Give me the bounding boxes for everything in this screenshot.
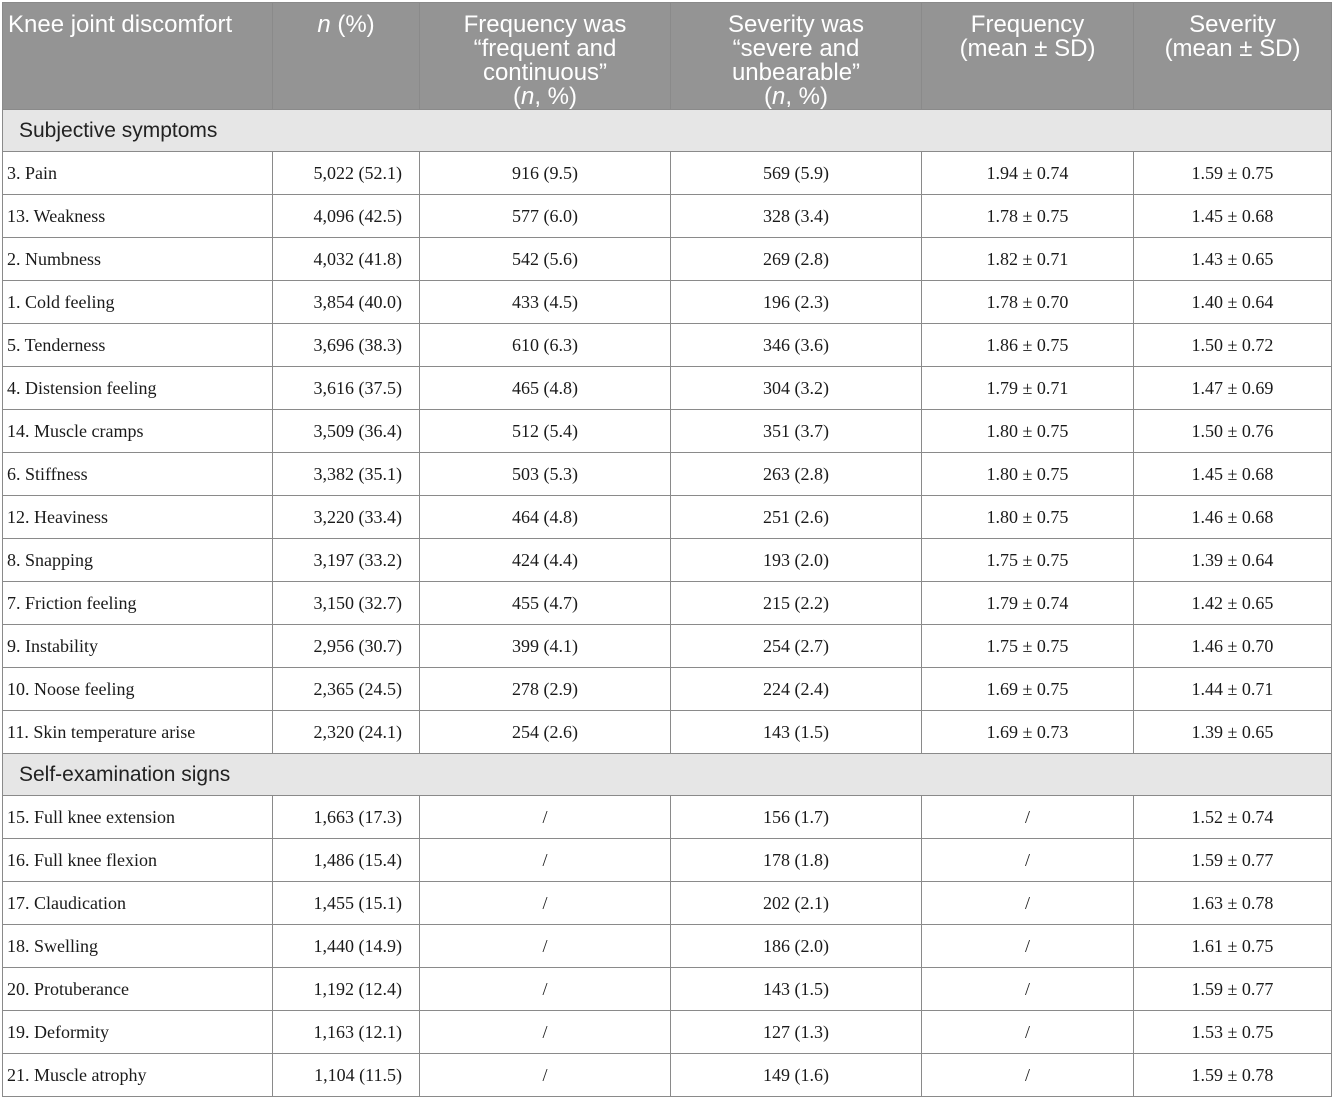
row-name-cell: 2. Numbness	[3, 238, 273, 281]
row-n-percent-cell: 3,509 (36.4)	[273, 410, 420, 453]
row-name-cell: 21. Muscle atrophy	[3, 1054, 273, 1097]
row-n-percent-cell: 3,854 (40.0)	[273, 281, 420, 324]
row-severe-unbearable-cell: 202 (2.1)	[671, 882, 922, 925]
table-row	[3, 453, 1332, 496]
row-severity-mean-cell: 1.46 ± 0.68	[1134, 496, 1332, 539]
row-severe-unbearable-cell: 269 (2.8)	[671, 238, 922, 281]
table-row	[3, 796, 1332, 839]
row-frequency-mean-cell: /	[922, 968, 1134, 1011]
row-n-percent-cell: 4,096 (42.5)	[273, 195, 420, 238]
row-name-cell: 9. Instability	[3, 625, 273, 668]
row-severity-mean-cell: 1.50 ± 0.76	[1134, 410, 1332, 453]
row-n-percent-cell: 3,616 (37.5)	[273, 367, 420, 410]
row-name-cell: 13. Weakness	[3, 195, 273, 238]
table-row	[3, 367, 1332, 410]
row-severity-mean-cell: 1.59 ± 0.75	[1134, 152, 1332, 195]
table-row	[3, 1011, 1332, 1054]
table-row	[3, 195, 1332, 238]
row-frequency-mean-cell: 1.75 ± 0.75	[922, 539, 1134, 582]
row-severe-unbearable-cell: 263 (2.8)	[671, 453, 922, 496]
row-frequent-continuous-cell: 503 (5.3)	[420, 453, 671, 496]
header-severity-close: , %)	[785, 83, 829, 110]
row-severe-unbearable-cell: 149 (1.6)	[671, 1054, 922, 1097]
row-severity-mean-cell: 1.50 ± 0.72	[1134, 324, 1332, 367]
section-header-row	[3, 754, 1332, 796]
header-severity-mean	[1134, 3, 1332, 110]
row-name-cell: 11. Skin temperature arise	[3, 711, 273, 754]
table-row	[3, 238, 1332, 281]
header-severity-n: n	[771, 83, 786, 110]
row-severity-mean-cell: 1.44 ± 0.71	[1134, 668, 1332, 711]
row-frequent-continuous-cell: 424 (4.4)	[420, 539, 671, 582]
row-n-percent-cell: 1,486 (15.4)	[273, 839, 420, 882]
row-n-percent-cell: 1,163 (12.1)	[273, 1011, 420, 1054]
row-name-cell: 3. Pain	[3, 152, 273, 195]
row-frequent-continuous-cell: 278 (2.9)	[420, 668, 671, 711]
row-frequency-mean-cell: 1.78 ± 0.75	[922, 195, 1134, 238]
table-row	[3, 711, 1332, 754]
row-frequent-continuous-cell: 254 (2.6)	[420, 711, 671, 754]
row-frequent-continuous-cell: 465 (4.8)	[420, 367, 671, 410]
header-frequency-mean	[922, 3, 1134, 110]
row-frequent-continuous-cell: 455 (4.7)	[420, 582, 671, 625]
header-frequency-mean-line1: Frequency	[970, 11, 1085, 38]
table-row	[3, 668, 1332, 711]
row-severe-unbearable-cell: 143 (1.5)	[671, 968, 922, 1011]
row-severe-unbearable-cell: 127 (1.3)	[671, 1011, 922, 1054]
row-n-percent-cell: 2,365 (24.5)	[273, 668, 420, 711]
row-severity-mean-cell: 1.45 ± 0.68	[1134, 453, 1332, 496]
section-header-row	[3, 110, 1332, 152]
header-frequency-frequent	[420, 3, 671, 110]
table-row	[3, 539, 1332, 582]
table-row	[3, 152, 1332, 195]
header-severity-mean-line2: (mean ± SD)	[1164, 35, 1301, 62]
row-severe-unbearable-cell: 156 (1.7)	[671, 796, 922, 839]
table-row	[3, 839, 1332, 882]
row-severity-mean-cell: 1.53 ± 0.75	[1134, 1011, 1332, 1054]
row-frequent-continuous-cell: 512 (5.4)	[420, 410, 671, 453]
header-severity-line2: “severe and	[732, 35, 860, 62]
row-n-percent-cell: 3,220 (33.4)	[273, 496, 420, 539]
row-name-cell: 20. Protuberance	[3, 968, 273, 1011]
table-row	[3, 625, 1332, 668]
row-n-percent-cell: 5,022 (52.1)	[273, 152, 420, 195]
row-frequency-mean-cell: /	[922, 796, 1134, 839]
row-frequency-mean-cell: 1.80 ± 0.75	[922, 496, 1134, 539]
row-n-percent-cell: 3,696 (38.3)	[273, 324, 420, 367]
header-frequency-line2: “frequent and	[473, 35, 617, 62]
row-frequency-mean-cell: 1.69 ± 0.75	[922, 668, 1134, 711]
row-frequency-mean-cell: /	[922, 1054, 1134, 1097]
row-n-percent-cell: 2,320 (24.1)	[273, 711, 420, 754]
row-frequency-mean-cell: 1.75 ± 0.75	[922, 625, 1134, 668]
row-name-cell: 16. Full knee flexion	[3, 839, 273, 882]
section-title: Subjective symptoms	[3, 110, 1332, 152]
row-frequent-continuous-cell: /	[420, 925, 671, 968]
knee-discomfort-table	[2, 2, 1332, 1097]
row-frequent-continuous-cell: /	[420, 839, 671, 882]
header-frequency-open: (	[512, 83, 521, 110]
row-name-cell: 8. Snapping	[3, 539, 273, 582]
row-severity-mean-cell: 1.47 ± 0.69	[1134, 367, 1332, 410]
table-body	[3, 110, 1332, 1097]
row-severity-mean-cell: 1.43 ± 0.65	[1134, 238, 1332, 281]
row-name-cell: 4. Distension feeling	[3, 367, 273, 410]
row-name-cell: 1. Cold feeling	[3, 281, 273, 324]
row-n-percent-cell: 3,197 (33.2)	[273, 539, 420, 582]
row-frequent-continuous-cell: /	[420, 796, 671, 839]
header-frequency-mean-line2: (mean ± SD)	[959, 35, 1096, 62]
row-n-percent-cell: 1,192 (12.4)	[273, 968, 420, 1011]
header-frequency-line3: continuous”	[482, 59, 608, 86]
header-severity-mean-line1: Severity	[1189, 11, 1276, 38]
row-name-cell: 18. Swelling	[3, 925, 273, 968]
table-row	[3, 925, 1332, 968]
header-knee-joint-discomfort-label: Knee joint discomfort	[8, 11, 233, 38]
row-n-percent-cell: 1,440 (14.9)	[273, 925, 420, 968]
row-name-cell: 6. Stiffness	[3, 453, 273, 496]
row-n-percent-cell: 2,956 (30.7)	[273, 625, 420, 668]
row-severe-unbearable-cell: 328 (3.4)	[671, 195, 922, 238]
row-frequency-mean-cell: /	[922, 839, 1134, 882]
row-n-percent-cell: 3,382 (35.1)	[273, 453, 420, 496]
row-frequent-continuous-cell: 542 (5.6)	[420, 238, 671, 281]
row-frequency-mean-cell: /	[922, 1011, 1134, 1054]
table-row	[3, 582, 1332, 625]
row-name-cell: 14. Muscle cramps	[3, 410, 273, 453]
row-n-percent-cell: 1,455 (15.1)	[273, 882, 420, 925]
row-frequency-mean-cell: /	[922, 925, 1134, 968]
row-severity-mean-cell: 1.59 ± 0.78	[1134, 1054, 1332, 1097]
row-frequency-mean-cell: /	[922, 882, 1134, 925]
row-frequency-mean-cell: 1.79 ± 0.74	[922, 582, 1134, 625]
table-row	[3, 410, 1332, 453]
row-frequent-continuous-cell: /	[420, 882, 671, 925]
row-severe-unbearable-cell: 346 (3.6)	[671, 324, 922, 367]
row-frequency-mean-cell: 1.86 ± 0.75	[922, 324, 1134, 367]
row-severe-unbearable-cell: 224 (2.4)	[671, 668, 922, 711]
row-severity-mean-cell: 1.42 ± 0.65	[1134, 582, 1332, 625]
table-row	[3, 1054, 1332, 1097]
row-severity-mean-cell: 1.39 ± 0.64	[1134, 539, 1332, 582]
row-frequency-mean-cell: 1.80 ± 0.75	[922, 410, 1134, 453]
row-frequency-mean-cell: 1.80 ± 0.75	[922, 453, 1134, 496]
row-severe-unbearable-cell: 178 (1.8)	[671, 839, 922, 882]
row-frequency-mean-cell: 1.94 ± 0.74	[922, 152, 1134, 195]
header-knee-joint-discomfort	[3, 3, 273, 110]
table-row	[3, 968, 1332, 1011]
row-n-percent-cell: 4,032 (41.8)	[273, 238, 420, 281]
row-frequent-continuous-cell: 577 (6.0)	[420, 195, 671, 238]
row-severity-mean-cell: 1.63 ± 0.78	[1134, 882, 1332, 925]
header-n-italic: n	[317, 11, 331, 38]
row-name-cell: 10. Noose feeling	[3, 668, 273, 711]
row-frequent-continuous-cell: /	[420, 968, 671, 1011]
table-row	[3, 281, 1332, 324]
row-severity-mean-cell: 1.52 ± 0.74	[1134, 796, 1332, 839]
row-severe-unbearable-cell: 569 (5.9)	[671, 152, 922, 195]
row-name-cell: 19. Deformity	[3, 1011, 273, 1054]
table-row	[3, 882, 1332, 925]
row-severity-mean-cell: 1.39 ± 0.65	[1134, 711, 1332, 754]
row-severe-unbearable-cell: 196 (2.3)	[671, 281, 922, 324]
row-frequent-continuous-cell: /	[420, 1011, 671, 1054]
header-row	[3, 3, 1332, 110]
table-row	[3, 496, 1332, 539]
header-frequency-close: , %)	[534, 83, 578, 110]
row-n-percent-cell: 3,150 (32.7)	[273, 582, 420, 625]
row-frequency-mean-cell: 1.78 ± 0.70	[922, 281, 1134, 324]
row-frequent-continuous-cell: 916 (9.5)	[420, 152, 671, 195]
row-frequent-continuous-cell: 399 (4.1)	[420, 625, 671, 668]
row-severe-unbearable-cell: 193 (2.0)	[671, 539, 922, 582]
row-severity-mean-cell: 1.45 ± 0.68	[1134, 195, 1332, 238]
row-name-cell: 17. Claudication	[3, 882, 273, 925]
row-severity-mean-cell: 1.59 ± 0.77	[1134, 968, 1332, 1011]
header-severity-line1: Severity was	[727, 11, 865, 38]
table-row	[3, 324, 1332, 367]
row-name-cell: 7. Friction feeling	[3, 582, 273, 625]
row-name-cell: 15. Full knee extension	[3, 796, 273, 839]
row-frequent-continuous-cell: 433 (4.5)	[420, 281, 671, 324]
header-severity-open: (	[763, 83, 772, 110]
row-frequent-continuous-cell: 610 (6.3)	[420, 324, 671, 367]
row-frequency-mean-cell: 1.69 ± 0.73	[922, 711, 1134, 754]
row-severity-mean-cell: 1.46 ± 0.70	[1134, 625, 1332, 668]
row-severe-unbearable-cell: 304 (3.2)	[671, 367, 922, 410]
table-header	[3, 3, 1332, 110]
header-n-rest: (%)	[330, 11, 375, 38]
row-severe-unbearable-cell: 254 (2.7)	[671, 625, 922, 668]
row-frequency-mean-cell: 1.79 ± 0.71	[922, 367, 1134, 410]
header-n-percent	[273, 3, 420, 110]
row-name-cell: 5. Tenderness	[3, 324, 273, 367]
row-severe-unbearable-cell: 351 (3.7)	[671, 410, 922, 453]
row-name-cell: 12. Heaviness	[3, 496, 273, 539]
row-severe-unbearable-cell: 143 (1.5)	[671, 711, 922, 754]
header-severity-line3: unbearable”	[731, 59, 861, 86]
row-frequent-continuous-cell: /	[420, 1054, 671, 1097]
header-frequency-n: n	[520, 83, 535, 110]
header-frequency-line1: Frequency was	[463, 11, 627, 38]
row-severity-mean-cell: 1.40 ± 0.64	[1134, 281, 1332, 324]
row-frequent-continuous-cell: 464 (4.8)	[420, 496, 671, 539]
row-severe-unbearable-cell: 251 (2.6)	[671, 496, 922, 539]
row-severity-mean-cell: 1.61 ± 0.75	[1134, 925, 1332, 968]
section-title: Self-examination signs	[3, 754, 1332, 796]
row-n-percent-cell: 1,663 (17.3)	[273, 796, 420, 839]
row-frequency-mean-cell: 1.82 ± 0.71	[922, 238, 1134, 281]
row-n-percent-cell: 1,104 (11.5)	[273, 1054, 420, 1097]
row-severity-mean-cell: 1.59 ± 0.77	[1134, 839, 1332, 882]
row-severe-unbearable-cell: 215 (2.2)	[671, 582, 922, 625]
row-severe-unbearable-cell: 186 (2.0)	[671, 925, 922, 968]
header-severity-severe	[671, 3, 922, 110]
